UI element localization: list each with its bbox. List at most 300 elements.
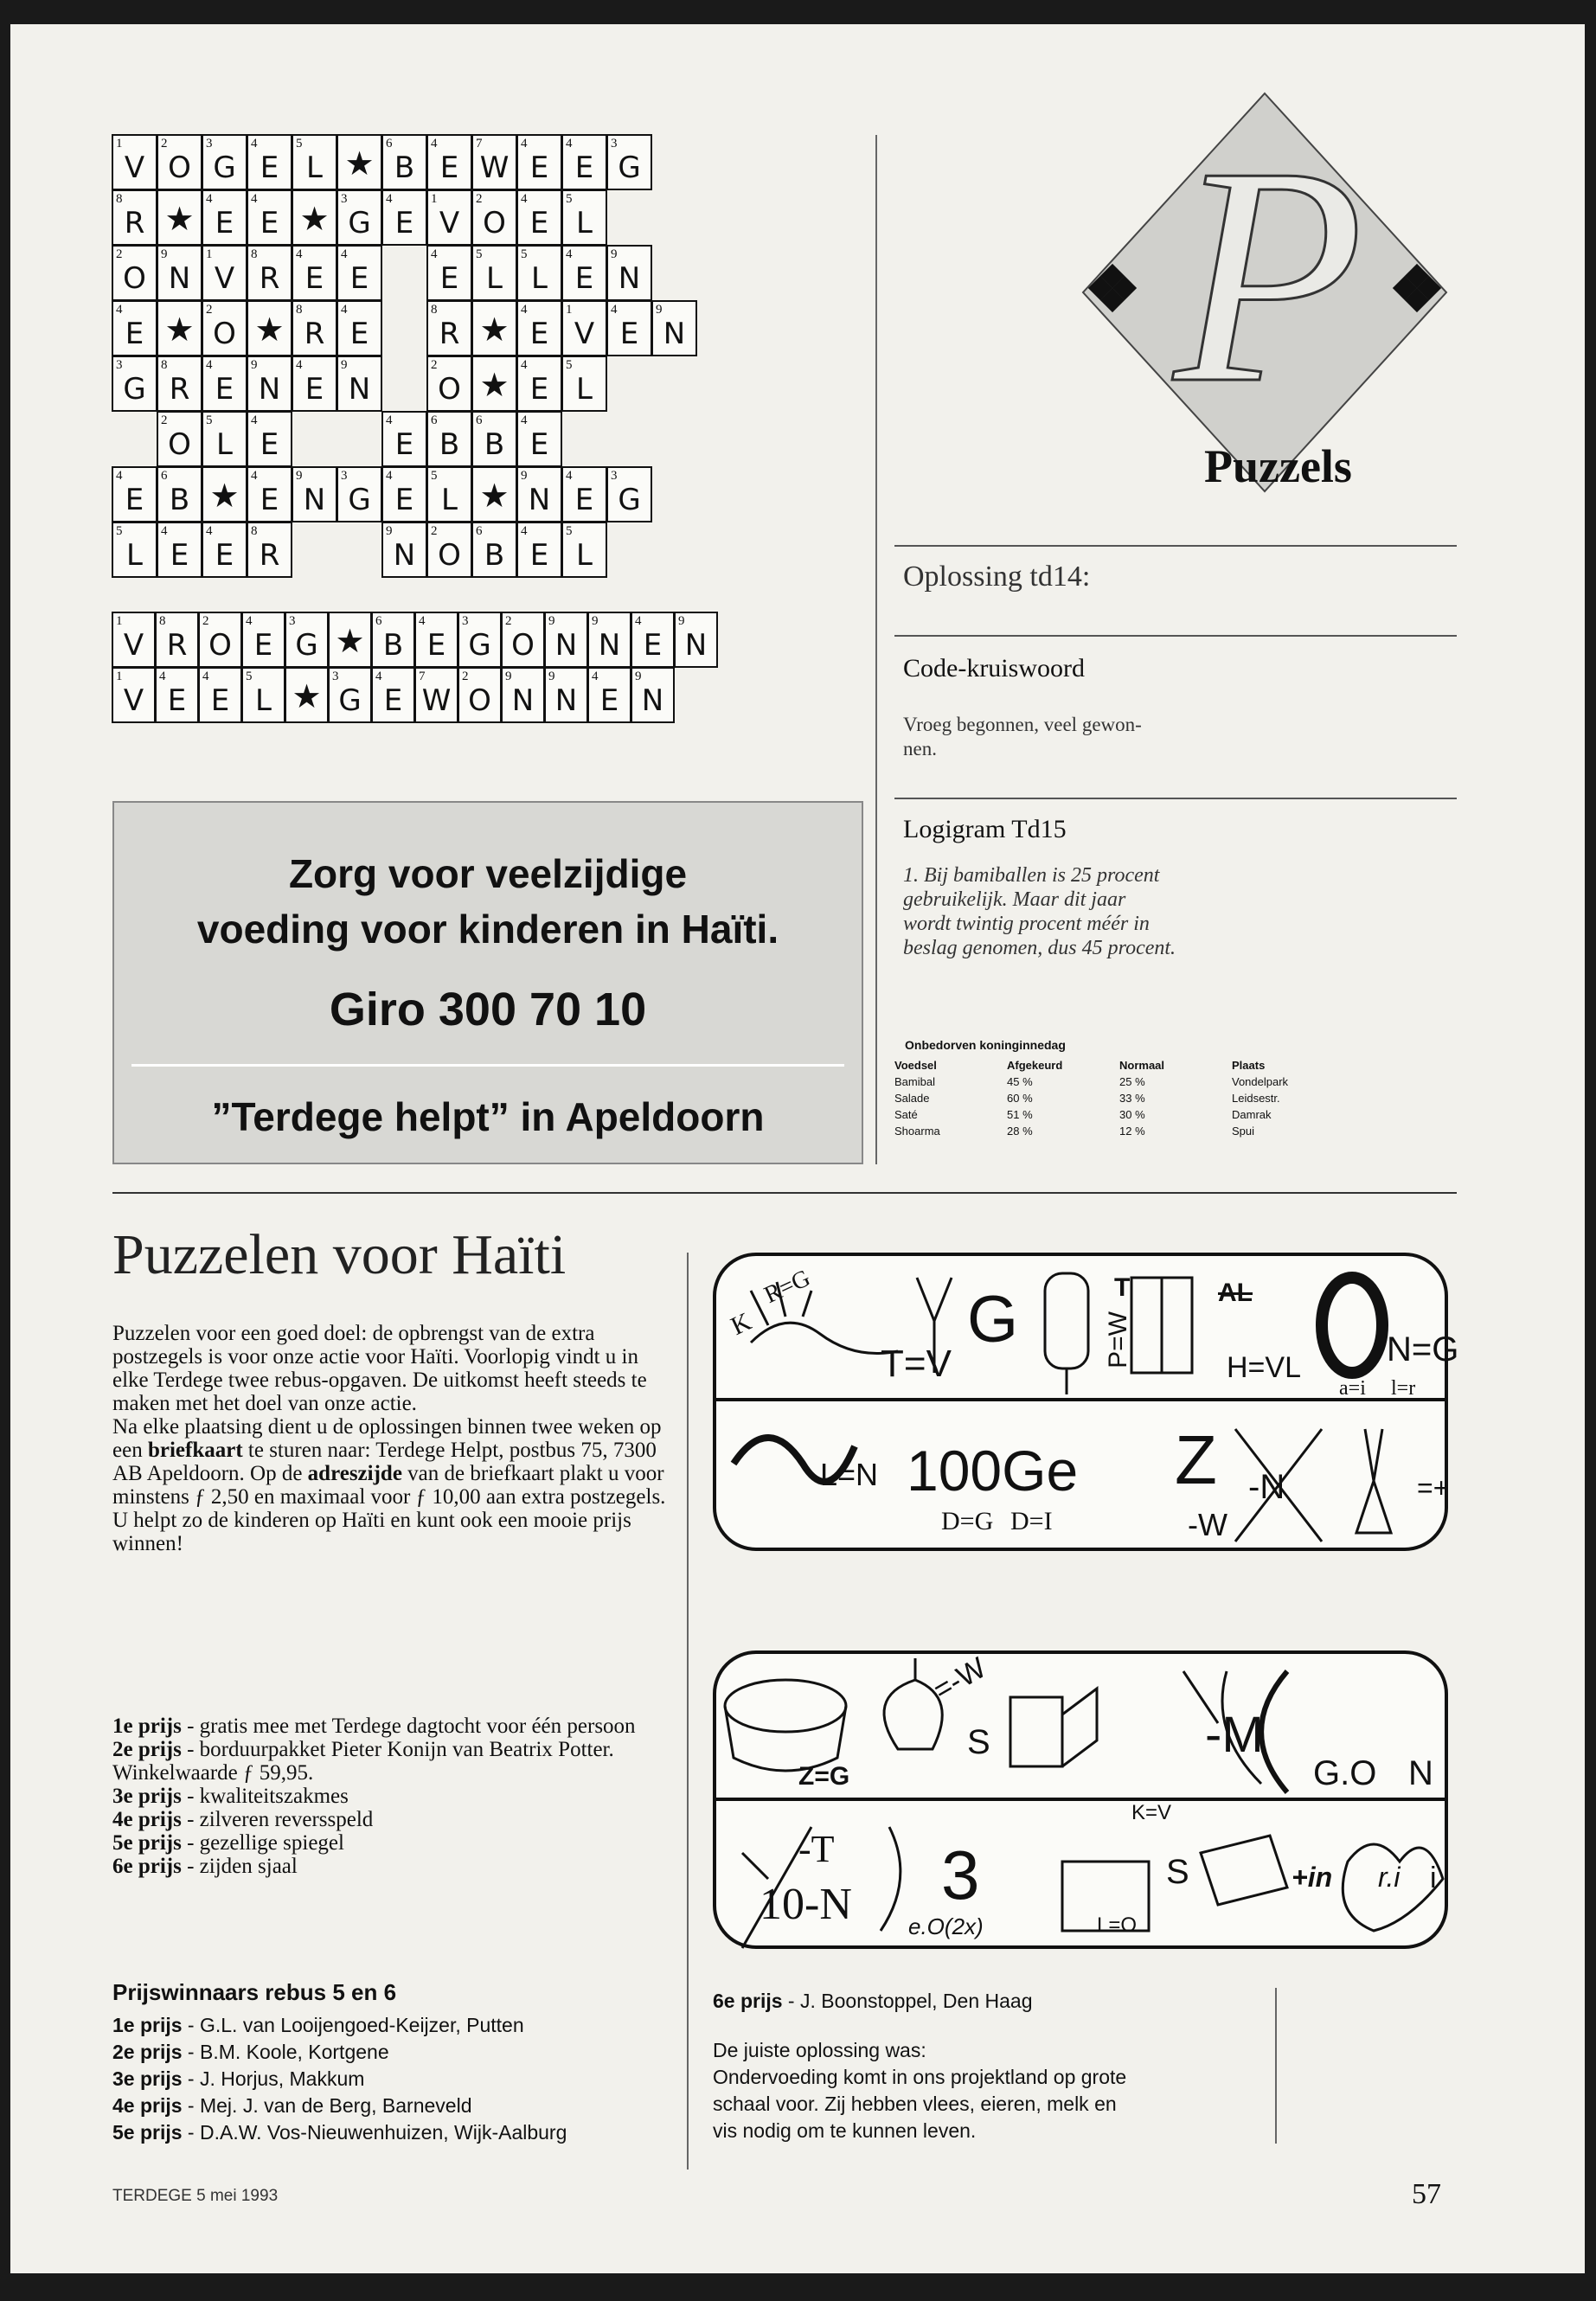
crossword-cell	[426, 522, 472, 578]
crossword-cell	[155, 667, 199, 723]
cell-letter: E	[260, 483, 279, 517]
solution-line: Vroeg begonnen, veel gewon-	[903, 714, 1142, 735]
cell-letter: E	[260, 151, 279, 185]
cell-letter: N	[511, 683, 535, 718]
winner-item	[112, 2093, 683, 2119]
cell-letter: N	[598, 628, 621, 663]
empty-space	[696, 411, 742, 467]
logigram-line: 1. Bij bamiballen is 25 procent	[903, 864, 1160, 887]
logo-letter: P	[1174, 102, 1364, 447]
rebus-label: =-W	[927, 1650, 992, 1708]
rebus-label: N=G	[1387, 1330, 1459, 1368]
rebus-label: H=VL	[1227, 1351, 1301, 1384]
empty-space	[741, 356, 787, 412]
prize-label: 4e prijs	[112, 2094, 183, 2117]
cell-letter: E	[439, 261, 459, 296]
logigram-solution-text	[903, 863, 1176, 960]
crossword-cell	[561, 466, 607, 522]
crossword-cell	[516, 245, 562, 301]
cell-number: 5	[296, 137, 303, 151]
cell-letter: E	[529, 317, 549, 351]
cell-number: 4	[375, 670, 382, 683]
empty-space	[717, 667, 761, 723]
crossword-cell	[328, 667, 372, 723]
cell-letter: B	[394, 151, 415, 185]
prize-label: 6e prijs	[713, 1990, 783, 2012]
crossword-cell	[371, 612, 415, 668]
prize-label: 5e prijs	[112, 2121, 183, 2144]
winner-name: - Mej. J. van de Berg, Barneveld	[182, 2094, 472, 2117]
cell-number: 1	[116, 137, 123, 151]
cell-number: 8	[251, 247, 258, 261]
cell-letter: R	[124, 206, 145, 240]
emphasis: briefkaart	[147, 1439, 243, 1462]
article-paragraph: Puzzelen voor een goed doel: de opbrengst van de extra postzegels is voor onze actie voor Haïti. Voorlopig vindt u in elke Terdege twee rebus-opgaven. De uitkomst heeft steeds te maken met het doel van onze actie.	[112, 1322, 647, 1415]
crossword-cell	[157, 466, 202, 522]
cell-letter: L	[216, 427, 233, 462]
rebus-label: AL	[1218, 1279, 1253, 1307]
winner-name: - J. Boonstoppel, Den Haag	[782, 1990, 1033, 2012]
cell-letter: E	[643, 628, 663, 663]
puzzels-logo	[1066, 76, 1464, 500]
empty-space	[561, 411, 607, 467]
cell-number: 4	[296, 358, 303, 372]
empty-space	[717, 612, 761, 668]
cell-number: 9	[251, 358, 258, 372]
emphasis: adreszijde	[307, 1462, 402, 1485]
cell-letter: E	[215, 538, 234, 573]
cell-number: 3	[206, 137, 213, 151]
rebus-puzzle-2	[713, 1650, 1448, 1949]
cell-letter: L	[126, 538, 143, 573]
empty-space	[760, 667, 804, 723]
rule	[894, 798, 1457, 799]
star-icon: ★	[479, 368, 510, 404]
cell-number: 2	[431, 358, 438, 372]
table-cell: 30 %	[1119, 1108, 1145, 1121]
crossword-cell	[202, 134, 247, 190]
cell-number: 9	[521, 469, 528, 483]
empty-space	[786, 300, 832, 356]
cell-letter: G	[348, 206, 371, 240]
cell-number: 5	[206, 413, 213, 427]
crossword-cell	[674, 612, 718, 668]
winners-right	[713, 1988, 1439, 2144]
crossword-solution-text	[903, 713, 1142, 761]
crossword-cell	[606, 300, 652, 356]
cell-letter: E	[215, 372, 234, 407]
empty-space	[741, 522, 787, 578]
cell-letter: E	[599, 683, 619, 718]
cell-number: 4	[296, 247, 303, 261]
cell-number: 4	[246, 614, 253, 628]
cell-number: 9	[592, 614, 599, 628]
rebus-label: T	[1114, 1273, 1131, 1302]
rebus-label: -T	[798, 1828, 835, 1870]
prize-label: 2e prijs	[112, 1738, 182, 1761]
cell-number: 4	[116, 303, 123, 317]
cell-letter: R	[304, 317, 325, 351]
crossword-cell	[112, 667, 156, 723]
crossword-cell	[414, 667, 458, 723]
crossword-cell	[247, 245, 292, 301]
cell-number: 4	[206, 358, 213, 372]
footer-issue: TERDEGE 5 mei 1993	[112, 2187, 279, 2205]
cell-letter: E	[349, 317, 369, 351]
cell-letter: B	[484, 538, 505, 573]
cell-letter: E	[304, 261, 324, 296]
cell-number: 3	[332, 670, 339, 683]
winner-item	[112, 2012, 683, 2039]
cell-number: 7	[419, 670, 426, 683]
crossword-cell	[631, 612, 675, 668]
cell-letter: E	[167, 683, 187, 718]
cell-number: 6	[375, 614, 382, 628]
prize-list	[112, 1715, 666, 1878]
cell-number: 3	[462, 614, 469, 628]
rebus-label: K	[726, 1307, 756, 1342]
crossword-cell	[112, 356, 157, 412]
rebus-label: Z	[1175, 1421, 1217, 1498]
cell-number: 6	[476, 413, 483, 427]
cell-letter: V	[439, 206, 460, 240]
rebus-label: a=i	[1339, 1377, 1366, 1400]
crossword-cell	[241, 667, 285, 723]
rebus-label: Z=G	[798, 1762, 850, 1791]
cell-letter: O	[213, 317, 236, 351]
cell-number: 1	[566, 303, 573, 317]
cell-number: 4	[431, 247, 438, 261]
cell-number: 2	[476, 192, 483, 206]
cell-letter: E	[529, 151, 549, 185]
cell-number: 5	[521, 247, 528, 261]
cell-letter: E	[394, 206, 414, 240]
crossword-cell	[241, 612, 285, 668]
cell-number: 4	[251, 469, 258, 483]
cell-letter: E	[170, 538, 189, 573]
rebus-label: D=G	[941, 1507, 994, 1535]
cell-letter: L	[306, 151, 323, 185]
crossword-cell	[202, 300, 247, 356]
cell-number: 9	[635, 670, 642, 683]
crossword-cell	[516, 522, 562, 578]
cell-letter: W	[479, 151, 510, 185]
cell-letter: E	[304, 372, 324, 407]
column-divider	[875, 135, 877, 1164]
page-number: 57	[1412, 2178, 1441, 2210]
crossword-cell	[426, 356, 472, 412]
cell-number: 2	[161, 413, 168, 427]
cell-number: 4	[521, 303, 528, 317]
cell-letter: E	[253, 628, 273, 663]
cell-number: 6	[431, 413, 438, 427]
cell-letter: O	[468, 683, 491, 718]
cell-letter: L	[486, 261, 503, 296]
empty-space	[741, 411, 787, 467]
empty-space	[696, 189, 742, 246]
cell-number: 8	[116, 192, 123, 206]
cell-letter: O	[511, 628, 535, 663]
cell-letter: O	[123, 261, 146, 296]
prize-value: - zijden sjaal	[181, 1855, 298, 1878]
cell-number: 5	[566, 524, 573, 538]
logigram-table	[894, 1059, 1344, 1141]
cell-letter: G	[338, 683, 362, 718]
text: Na elke plaatsing dient u de oplossingen binnen twee weken op een	[112, 1415, 662, 1462]
cell-letter: E	[125, 483, 144, 517]
answer-intro: De juiste oplossing was:	[713, 2039, 926, 2061]
crossword-cell	[516, 189, 562, 246]
rebus-label: -N	[1248, 1468, 1285, 1506]
crossword-cell	[292, 300, 337, 356]
cell-number: 4	[251, 192, 258, 206]
empty-space	[606, 189, 652, 246]
crossword-cell	[198, 612, 242, 668]
rebus-label: =+	[1417, 1472, 1450, 1503]
crossword-cell	[371, 667, 415, 723]
winners-list	[112, 2012, 683, 2146]
crossword-cell	[112, 189, 157, 246]
cell-number: 2	[206, 303, 213, 317]
cell-letter: O	[208, 628, 232, 663]
prize-item	[112, 1808, 666, 1831]
crossword-cell	[337, 300, 382, 356]
cell-number: 3	[611, 137, 618, 151]
crossword-cell	[471, 411, 517, 467]
star-icon: ★	[299, 202, 330, 238]
empty-space	[696, 245, 742, 301]
cell-number: 4	[521, 413, 528, 427]
article-title: Puzzelen voor Haïti	[112, 1223, 567, 1286]
cell-number: 5	[431, 469, 438, 483]
empty-space	[651, 411, 697, 467]
table-cell: 60 %	[1007, 1092, 1033, 1105]
rebus-puzzle-1	[713, 1253, 1459, 1551]
crossword-cell	[292, 245, 337, 301]
crossword-cell	[337, 245, 382, 301]
table-cell: 45 %	[1007, 1075, 1033, 1088]
cell-letter: N	[348, 372, 371, 407]
crossword-cell	[471, 134, 517, 190]
crossword-cell	[292, 466, 337, 522]
crossword-cell	[501, 667, 545, 723]
table-cell: Salade	[894, 1092, 930, 1105]
star-cell	[247, 300, 292, 356]
crossword-cell	[471, 522, 517, 578]
rebus-label: e.O(2x)	[908, 1913, 984, 1939]
crossword-cell	[426, 245, 472, 301]
cell-letter: E	[439, 151, 459, 185]
empty-space	[696, 356, 742, 412]
empty-space	[760, 612, 804, 668]
rebus-label: D=I	[1010, 1507, 1053, 1535]
cell-letter: E	[349, 261, 369, 296]
star-cell	[471, 356, 517, 412]
cell-number: 9	[611, 247, 618, 261]
cell-number: 5	[246, 670, 253, 683]
cell-letter: G	[618, 151, 641, 185]
rebus-label: S	[1166, 1853, 1189, 1891]
cell-letter: N	[663, 317, 686, 351]
prize-label: 3e prijs	[112, 2067, 183, 2090]
star-icon: ★	[344, 146, 375, 183]
prize-value: - borduurpakket Pieter Konijn van Beatrix Potter. Winkelwaarde ƒ 59,95.	[112, 1738, 614, 1785]
cell-letter: E	[529, 206, 549, 240]
table-cell: 33 %	[1119, 1092, 1145, 1105]
table-cell: Vondelpark	[1232, 1075, 1289, 1088]
rebus-label: G	[967, 1283, 1019, 1356]
crossword-cell	[631, 667, 675, 723]
ad-giro: Giro 300 70 10	[329, 984, 647, 1035]
cell-number: 6	[161, 469, 168, 483]
article-paragraph	[112, 1415, 666, 1555]
star-icon: ★	[479, 312, 510, 349]
rebus-label: L=N	[820, 1457, 879, 1492]
rule	[894, 635, 1457, 637]
empty-space	[696, 134, 742, 190]
empty-space	[674, 667, 718, 723]
prize-item	[112, 1855, 666, 1878]
star-icon: ★	[479, 478, 510, 515]
cell-letter: E	[619, 317, 639, 351]
solution-heading: Oplossing td14:	[903, 561, 1091, 593]
table-header: Plaats	[1232, 1059, 1266, 1072]
cell-number: 8	[296, 303, 303, 317]
cell-number: 4	[386, 192, 393, 206]
winner-item	[112, 2039, 683, 2066]
rebus-label: K=V	[1131, 1801, 1172, 1824]
cell-letter: O	[168, 427, 191, 462]
answer-line: vis nodig om te kunnen leven.	[713, 2119, 977, 2142]
cell-letter: E	[574, 261, 594, 296]
empty-space	[606, 356, 652, 412]
cell-letter: L	[576, 372, 593, 407]
logigram-table-caption: Onbedorven koninginnedag	[905, 1038, 1066, 1052]
rebus-label: 10-N	[760, 1880, 852, 1929]
prize-value: - zilveren reversspeld	[181, 1808, 374, 1831]
cell-letter: R	[259, 538, 280, 573]
cell-letter: N	[258, 372, 281, 407]
cell-number: 9	[296, 469, 303, 483]
cell-number: 1	[116, 670, 123, 683]
cell-letter: V	[574, 317, 595, 351]
crossword-cell	[292, 134, 337, 190]
cell-number: 4	[566, 137, 573, 151]
crossword-cell	[561, 522, 607, 578]
prize-value: - gratis mee met Terdege dagtocht voor één persoon	[181, 1715, 636, 1738]
empty-space	[804, 612, 848, 668]
cell-letter: B	[484, 427, 505, 462]
crossword-cell	[157, 411, 202, 467]
crossword-cell	[198, 667, 242, 723]
star-icon: ★	[164, 202, 195, 238]
text: van de briefkaart plakt u voor minstens ƒ 2,50 en maximaal voor ƒ 10,00 aan extra postzegels. U helpt zo de kinderen op Haïti en kunt ook een mooie prijs winnen!	[112, 1462, 666, 1555]
crossword-cell	[516, 356, 562, 412]
star-icon: ★	[254, 312, 285, 349]
cell-number: 9	[548, 614, 555, 628]
cell-letter: R	[259, 261, 280, 296]
crossword-cell	[202, 522, 247, 578]
empty-space	[786, 466, 832, 522]
prize-label: 3e prijs	[112, 1785, 182, 1808]
star-icon: ★	[292, 679, 322, 715]
cell-letter: G	[468, 628, 491, 663]
crossword-cell	[414, 612, 458, 668]
crossword-cell	[337, 356, 382, 412]
prize-value: - gezellige spiegel	[181, 1831, 344, 1855]
rebus-label: r.i	[1378, 1862, 1401, 1893]
logo-word: Puzzels	[1204, 440, 1352, 492]
table-row	[894, 1125, 1344, 1141]
column-divider	[1275, 1988, 1277, 2144]
crossword-cell	[426, 300, 472, 356]
crossword-cell	[606, 134, 652, 190]
cell-letter: N	[684, 628, 708, 663]
crossword-answer-grid	[112, 612, 848, 723]
cell-letter: G	[213, 151, 236, 185]
crossword-cell	[426, 411, 472, 467]
cell-number: 6	[476, 524, 483, 538]
crossword-cell	[561, 245, 607, 301]
star-icon: ★	[164, 312, 195, 349]
rebus-label: 100Ge	[907, 1439, 1079, 1503]
crossword-cell	[337, 189, 382, 246]
empty-space	[741, 300, 787, 356]
cell-number: 5	[566, 358, 573, 372]
prize-label: 5e prijs	[112, 1831, 182, 1855]
crossword-cell	[112, 134, 157, 190]
crossword-cell	[112, 245, 157, 301]
cell-letter: E	[260, 206, 279, 240]
crossword-cell	[292, 356, 337, 412]
prize-label: 6e prijs	[112, 1855, 182, 1878]
rebus-label: i	[1430, 1862, 1437, 1894]
cell-letter: E	[394, 483, 414, 517]
magazine-page	[10, 24, 1585, 2273]
crossword-cell	[247, 189, 292, 246]
crossword-cell	[516, 411, 562, 467]
ad-line-3: ”Terdege helpt” in Apeldoorn	[211, 1094, 765, 1139]
empty-space	[381, 356, 427, 412]
crossword-cell	[587, 667, 631, 723]
crossword-cell	[155, 612, 199, 668]
cell-number: 2	[116, 247, 123, 261]
cell-number: 4	[251, 137, 258, 151]
cell-letter: G	[618, 483, 641, 517]
logigram-line: beslag genomen, dus 45 procent.	[903, 937, 1176, 959]
cell-number: 5	[116, 524, 123, 538]
crossword-cell	[112, 522, 157, 578]
prize-item	[112, 1715, 666, 1738]
star-icon: ★	[335, 624, 365, 660]
cell-letter: N	[303, 483, 326, 517]
crossword-cell	[202, 356, 247, 412]
star-cell	[328, 612, 372, 668]
table-row	[894, 1075, 1344, 1092]
column-divider	[687, 1253, 689, 2170]
crossword-cell	[157, 522, 202, 578]
empty-space	[381, 245, 427, 301]
cell-letter: E	[529, 427, 549, 462]
empty-space	[786, 245, 832, 301]
crossword-cell	[247, 356, 292, 412]
winner-name: - J. Horjus, Makkum	[182, 2067, 365, 2090]
table-row	[894, 1108, 1344, 1125]
cell-letter: E	[574, 483, 594, 517]
table-header: Afgekeurd	[1007, 1059, 1063, 1072]
crossword-cell	[471, 245, 517, 301]
table-cell: Spui	[1232, 1125, 1255, 1138]
